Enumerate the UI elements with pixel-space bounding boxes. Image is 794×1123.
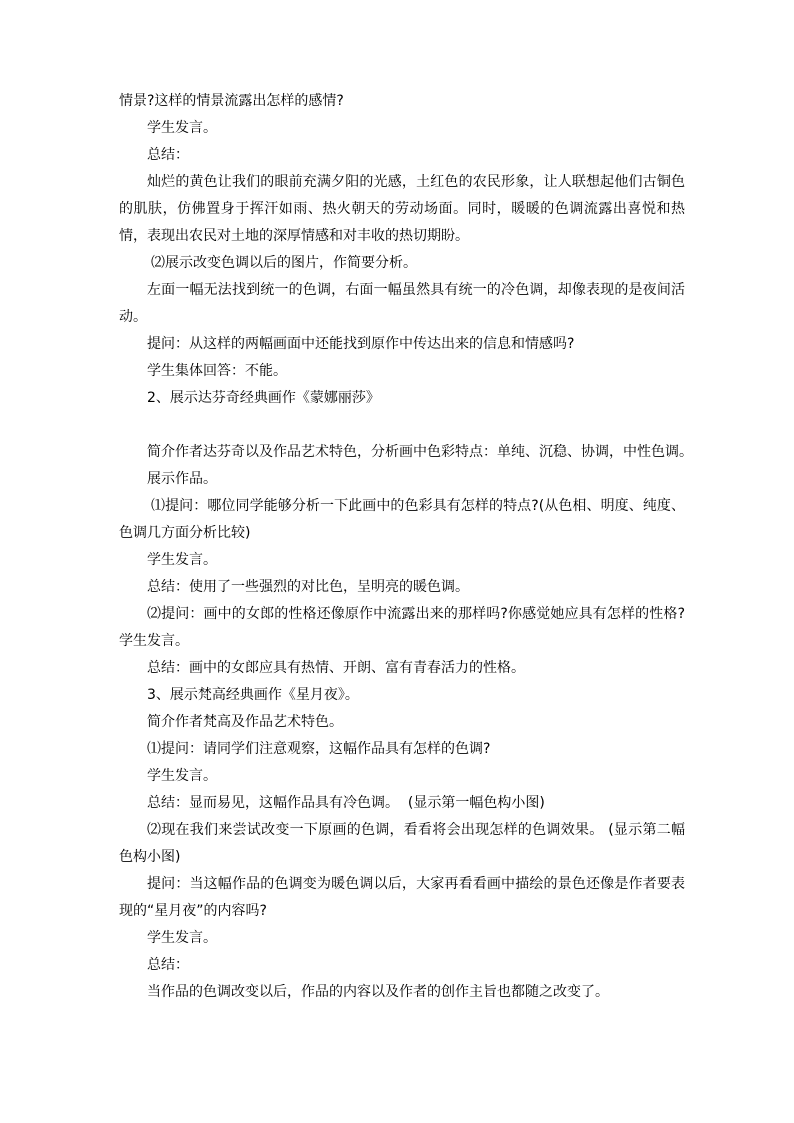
text-line: 学生集体回答：不能。 [147, 363, 287, 379]
paragraph: 提问：当这幅作品的色调变为暖色调以后，大家再看看画中描绘的景色还像是作者要表现的“星月夜”的内容吗? [119, 876, 685, 919]
text-line: 当作品的色调改变以后，作品的内容以及作者的创作主旨也都随之改变了。 [147, 984, 609, 1000]
paragraph: 左面一幅无法找到统一的色调，右面一幅虽然具有统一的冷色调，却像表现的是夜间活动。 [119, 282, 685, 325]
text-line: 总结：显而易见，这幅作品具有冷色调。 (显示第一幅色构小图) [147, 795, 545, 811]
text-line: 总结： [147, 147, 189, 163]
text-line: ⑴提问：请同学们注意观察，这幅作品具有怎样的色调? [147, 741, 491, 757]
text-line: 总结：使用了一些强烈的对比色，呈明亮的暖色调。 [147, 579, 469, 595]
text-line: 总结： [147, 957, 189, 973]
text-line: 简介作者达芬奇以及作品艺术特色，分析画中色彩特点：单纯、沉稳、协调，中性色调。 [147, 444, 693, 460]
document-body [119, 88, 693, 1006]
section-heading: 2、展示达芬奇经典画作《蒙娜丽莎》 [147, 390, 380, 406]
section-heading: 3、展示梵高经典画作《星月夜》。 [147, 687, 359, 703]
text-line: 学生发言。 [147, 768, 217, 784]
text-line: 情景?这样的情景流露出怎样的感情? [119, 93, 344, 109]
text-line: 提问：从这样的两幅画面中还能找到原作中传达出来的信息和情感吗? [147, 336, 575, 352]
blank-line [119, 412, 685, 439]
paragraph: 灿烂的黄色让我们的眼前充满夕阳的光感，土红色的农民形象，让人联想起他们古铜色的肌肤，仿佛置身于挥汗如雨、热火朝天的劳动场面。同时，暖暖的色调流露出喜悦和热情，表现出农民对土地的深厚情感和对丰收的热切期盼。 [119, 174, 685, 244]
paragraph: ⑵现在我们来尝试改变一下原画的色调，看看将会出现怎样的色调效果。 (显示第二幅色构小图) [119, 822, 685, 865]
text-line: 简介作者梵高及作品艺术特色。 [147, 714, 343, 730]
paragraph: ⑵提问：画中的女郎的性格还像原作中流露出来的那样吗?你感觉她应具有怎样的性格? 学生发言。 [119, 606, 685, 649]
text-line: 学生发言。 [147, 930, 217, 946]
text-line: 总结：画中的女郎应具有热情、开朗、富有青春活力的性格。 [147, 660, 525, 676]
text-line: 学生发言。 [147, 120, 217, 136]
text-line: 展示作品。 [147, 471, 217, 487]
text-line: 学生发言。 [147, 552, 217, 568]
paragraph: ⑴提问：哪位同学能够分析一下此画中的色彩具有怎样的特点?(从色相、明度、纯度、色调几方面分析比较) [119, 498, 685, 541]
text-line: ⑵展示改变色调以后的图片，作简要分析。 [151, 255, 417, 271]
